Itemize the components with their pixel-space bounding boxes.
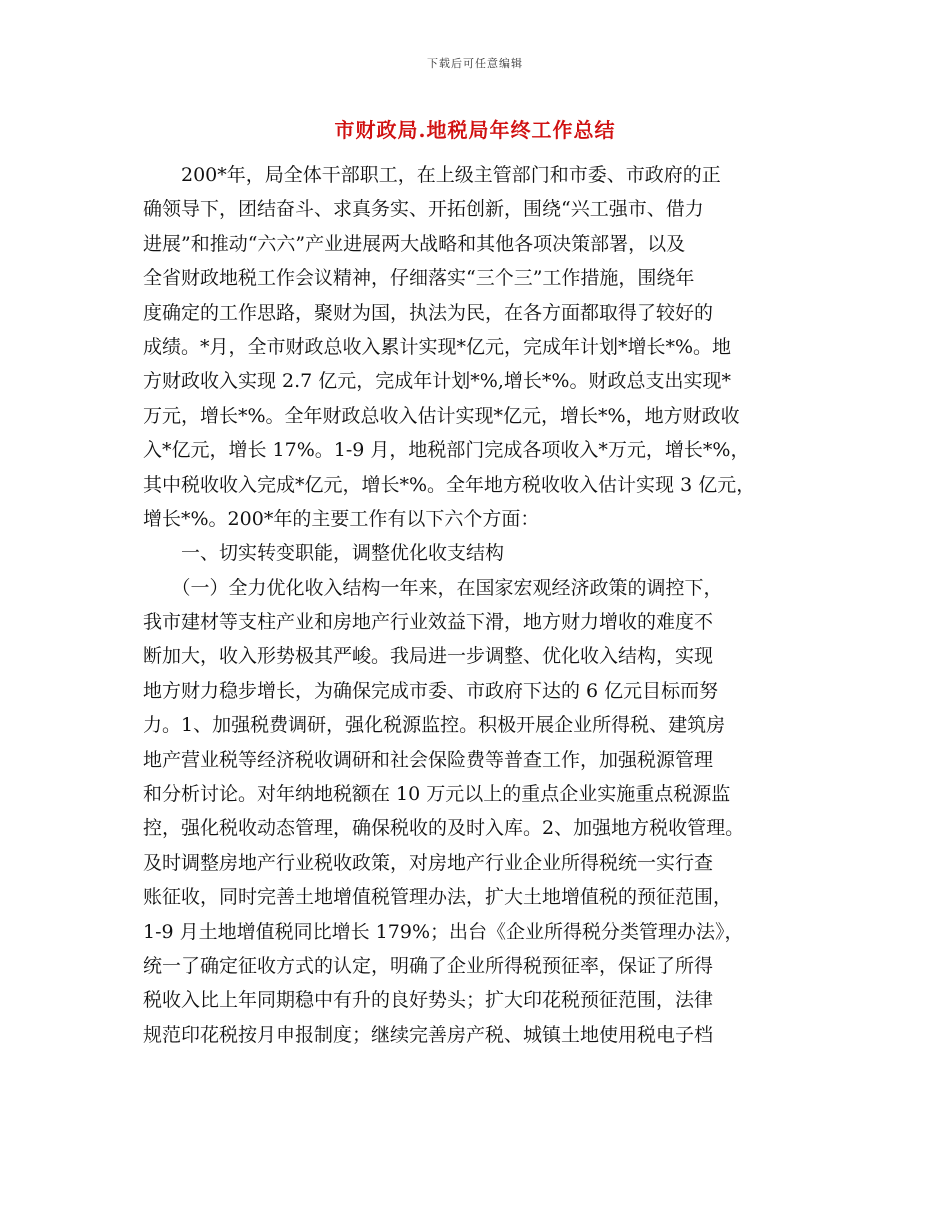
body-line: 及时调整房地产行业税收政策，对房地产行业企业所得税统一实行查 xyxy=(143,851,714,874)
section-heading: 一、切实转变职能，调整优化收支结构 xyxy=(143,542,505,565)
body-line: 全省财政地税工作会议精神，仔细落实“三个三”工作措施，围绕年 xyxy=(143,267,695,290)
body-line: 方财政收入实现 2.7 亿元，完成年计划*%,增长*%。财政总支出实现* xyxy=(143,370,731,393)
body-line: 断加大，收入形势极其严峻。我局进一步调整、优化收入结构，实现 xyxy=(143,645,714,668)
body-line: 进展”和推动“六六”产业进展两大战略和其他各项决策部署，以及 xyxy=(143,232,686,255)
body-line: 力。1、加强税费调研，强化税源监控。积极开展企业所得税、建筑房 xyxy=(143,714,726,737)
body-line: 度确定的工作思路，聚财为国，执法为民，在各方面都取得了较好的 xyxy=(143,301,714,324)
body-line: 我市建材等支柱产业和房地产行业效益下滑，地方财力增收的难度不 xyxy=(143,611,714,634)
body-line: 确领导下，团结奋斗、求真务实、开拓创新，围绕“兴工强市、借力 xyxy=(143,198,704,221)
body-line: 账征收，同时完善土地增值税管理办法，扩大土地增值税的预征范围， xyxy=(143,886,733,909)
body-line: 1-9 月土地增值税同比增长 179%；出台《企业所得税分类管理办法》， xyxy=(143,920,744,943)
document-title: 市财政局.地税局年终工作总结 xyxy=(334,118,616,142)
body-line: （一）全力优化收入结构一年来，在国家宏观经济政策的调控下， xyxy=(143,576,723,599)
body-line: 控，强化税收动态管理，确保税收的及时入库。2、加强地方税收管理。 xyxy=(143,817,745,840)
body-line: 地方财力稳步增长，为确保完成市委、市政府下达的 6 亿元目标而努 xyxy=(143,679,719,702)
body-line: 地产营业税等经济税收调研和社会保险费等普查工作，加强税源管理 xyxy=(143,748,714,771)
body-line: 和分析讨论。对年纳地税额在 10 万元以上的重点企业实施重点税源监 xyxy=(143,783,731,806)
body-line: 成绩。*月，全市财政总收入累计实现*亿元，完成年计划*增长*%。地 xyxy=(143,335,732,358)
document-body xyxy=(143,158,823,1052)
body-line: 入*亿元，增长 17%。1-9 月，地税部门完成各项收入*万元，增长*%， xyxy=(143,439,750,462)
body-line: 其中税收收入完成*亿元，增长*%。全年地方税收收入估计实现 3 亿元， xyxy=(143,473,756,496)
body-line: 200*年，局全体干部职工，在上级主管部门和市委、市政府的正 xyxy=(143,164,721,186)
body-line: 统一了确定征收方式的认定，明确了企业所得税预征率，保证了所得 xyxy=(143,954,714,977)
header-note: 下载后可任意编辑 xyxy=(427,57,523,70)
body-line: 规范印花税按月申报制度；继续完善房产税、城镇土地使用税电子档 xyxy=(143,1023,714,1046)
body-line: 万元，增长*%。全年财政总收入估计实现*亿元，增长*%，地方财政收 xyxy=(143,404,740,427)
body-line: 税收入比上年同期稳中有升的良好势头；扩大印花税预征范围，法律 xyxy=(143,989,714,1012)
body-line: 增长*%。200*年的主要工作有以下六个方面： xyxy=(143,507,540,530)
